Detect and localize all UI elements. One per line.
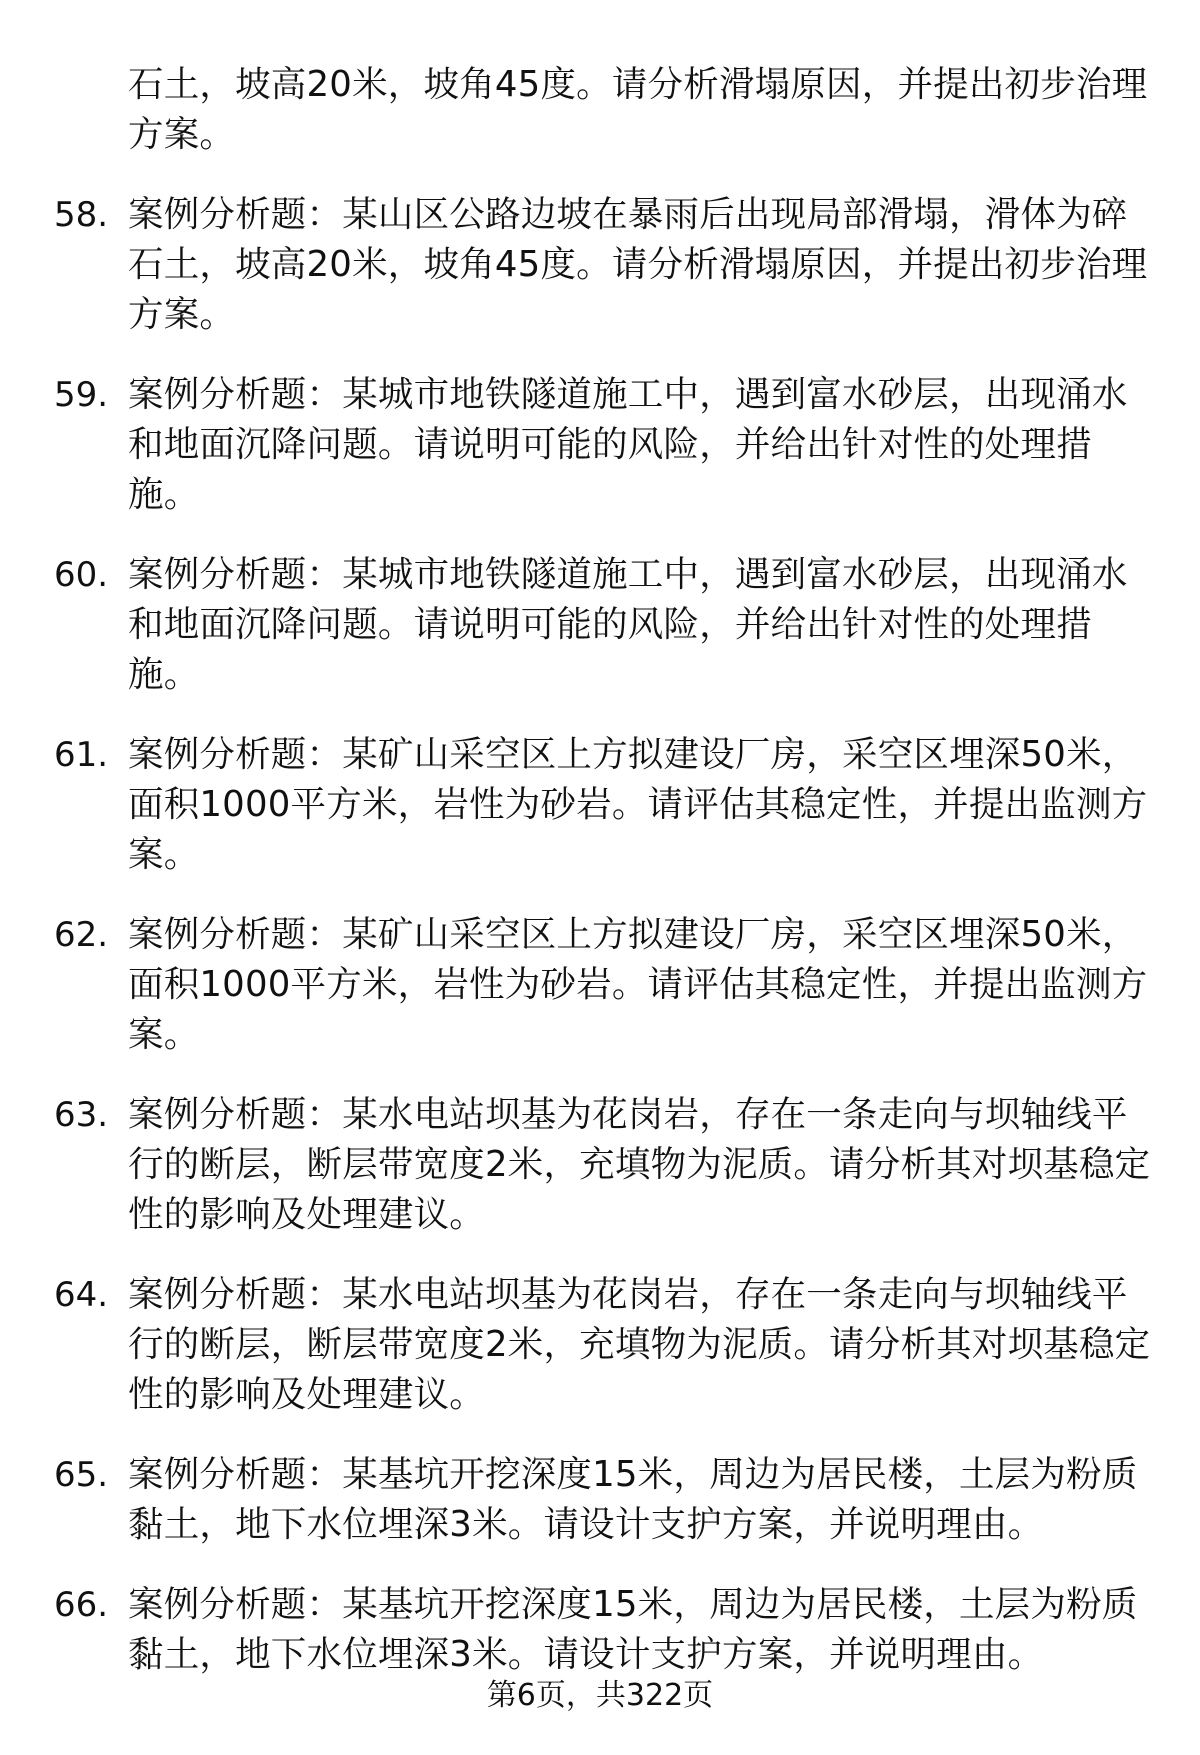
question-line: 黏土，地下水位埋深3米。请设计支护方案，并说明理由。 bbox=[128, 1504, 1044, 1545]
question-number: 62. bbox=[54, 915, 109, 955]
question-number: 63. bbox=[54, 1095, 109, 1135]
question-item bbox=[0, 370, 1200, 520]
question-line: 和地面沉降问题。请说明可能的风险，并给出针对性的处理措 bbox=[128, 424, 1092, 465]
question-item bbox=[0, 1580, 1200, 1680]
question-list bbox=[0, 60, 1200, 1710]
question-line: 石土，坡高20米，坡角45度。请分析滑塌原因，并提出初步治理 bbox=[128, 64, 1148, 105]
question-line: 案例分析题：某山区公路边坡在暴雨后出现局部滑塌，滑体为碎 bbox=[128, 194, 1128, 235]
question-item bbox=[0, 730, 1200, 880]
question-line: 方案。 bbox=[128, 114, 236, 155]
question-line: 案。 bbox=[128, 1014, 200, 1055]
question-line: 案例分析题：某矿山采空区上方拟建设厂房，采空区埋深50米， bbox=[128, 734, 1138, 775]
question-line: 行的断层，断层带宽度2米，充填物为泥质。请分析其对坝基稳定 bbox=[128, 1324, 1151, 1365]
question-item bbox=[0, 910, 1200, 1060]
question-item bbox=[0, 550, 1200, 700]
question-line: 案例分析题：某城市地铁隧道施工中，遇到富水砂层，出现涌水 bbox=[128, 554, 1128, 595]
question-line: 案例分析题：某水电站坝基为花岗岩，存在一条走向与坝轴线平 bbox=[128, 1274, 1128, 1315]
question-number: 60. bbox=[54, 555, 109, 595]
question-line: 施。 bbox=[128, 654, 200, 695]
question-item bbox=[0, 1450, 1200, 1550]
question-item bbox=[0, 1270, 1200, 1420]
question-line: 性的影响及处理建议。 bbox=[128, 1374, 486, 1415]
question-number: 58. bbox=[54, 195, 109, 235]
question-line: 性的影响及处理建议。 bbox=[128, 1194, 486, 1235]
question-continuation bbox=[0, 60, 1200, 160]
question-line: 行的断层，断层带宽度2米，充填物为泥质。请分析其对坝基稳定 bbox=[128, 1144, 1151, 1185]
question-line: 案例分析题：某城市地铁隧道施工中，遇到富水砂层，出现涌水 bbox=[128, 374, 1128, 415]
question-line: 方案。 bbox=[128, 294, 236, 335]
question-item bbox=[0, 1090, 1200, 1240]
question-line: 施。 bbox=[128, 474, 200, 515]
question-number: 59. bbox=[54, 375, 109, 415]
question-line: 黏土，地下水位埋深3米。请设计支护方案，并说明理由。 bbox=[128, 1634, 1044, 1675]
question-line: 石土，坡高20米，坡角45度。请分析滑塌原因，并提出初步治理 bbox=[128, 244, 1148, 285]
question-number: 61. bbox=[54, 735, 109, 775]
question-number: 66. bbox=[54, 1585, 109, 1625]
question-line: 案例分析题：某基坑开挖深度15米，周边为居民楼，土层为粉质 bbox=[128, 1454, 1138, 1495]
question-line: 案例分析题：某水电站坝基为花岗岩，存在一条走向与坝轴线平 bbox=[128, 1094, 1128, 1135]
question-number: 65. bbox=[54, 1455, 109, 1495]
question-line: 和地面沉降问题。请说明可能的风险，并给出针对性的处理措 bbox=[128, 604, 1092, 645]
question-line: 面积1000平方米，岩性为砂岩。请评估其稳定性，并提出监测方 bbox=[128, 784, 1148, 825]
question-line: 案。 bbox=[128, 834, 200, 875]
question-number: 64. bbox=[54, 1275, 109, 1315]
question-line: 案例分析题：某基坑开挖深度15米，周边为居民楼，土层为粉质 bbox=[128, 1584, 1138, 1625]
question-line: 面积1000平方米，岩性为砂岩。请评估其稳定性，并提出监测方 bbox=[128, 964, 1148, 1005]
page-number: 第6页，共322页 bbox=[486, 1678, 714, 1713]
question-item bbox=[0, 190, 1200, 340]
question-line: 案例分析题：某矿山采空区上方拟建设厂房，采空区埋深50米， bbox=[128, 914, 1138, 955]
